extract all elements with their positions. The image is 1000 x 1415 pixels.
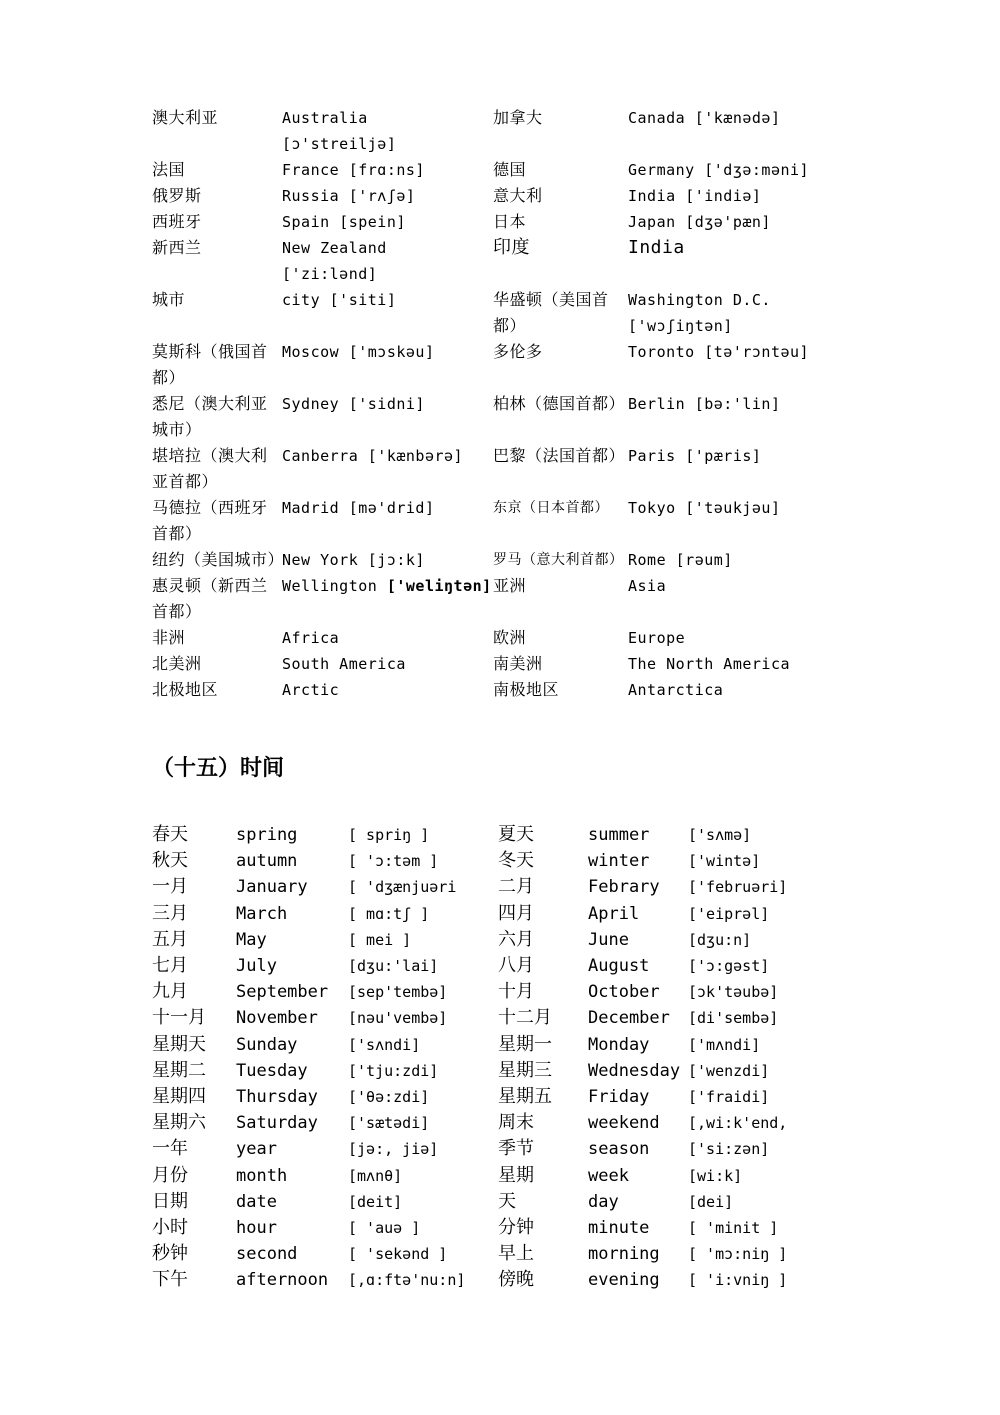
- chinese-term: 北美洲: [152, 654, 202, 673]
- chinese-term: 西班牙: [152, 212, 202, 231]
- phonetic: [ 'dʒænjuəri: [348, 878, 457, 897]
- english-term: year: [236, 1139, 277, 1160]
- english-term: Paris ['pæris]: [628, 447, 762, 465]
- english-term: hour: [236, 1218, 277, 1239]
- phonetic: [dʒu:n]: [688, 930, 752, 949]
- phonetic: ['mʌndi]: [688, 1035, 761, 1054]
- chinese-term: 分钟: [498, 1217, 534, 1239]
- geography-vocabulary-table: [152, 105, 812, 703]
- phonetic: [,wi:k'end,: [688, 1114, 788, 1133]
- english-term: Wednesday: [588, 1060, 681, 1081]
- english-term: Tokyo ['təukjəu]: [628, 499, 781, 517]
- chinese-term: 月份: [152, 1164, 188, 1186]
- english-term: Friday: [588, 1087, 650, 1108]
- table-row: [152, 157, 812, 183]
- chinese-term: 下午: [152, 1269, 188, 1291]
- english-term: season: [588, 1139, 650, 1160]
- english-term: Febrary: [588, 877, 660, 898]
- chinese-term: 八月: [498, 955, 534, 977]
- phonetic: [ 'auə ]: [348, 1219, 421, 1238]
- english-term: Toronto [tə'rɔntəu]: [628, 343, 810, 361]
- english-term: day: [588, 1191, 619, 1212]
- chinese-term: 二月: [498, 876, 534, 898]
- chinese-term: 九月: [152, 981, 188, 1003]
- chinese-term: 冬天: [498, 850, 534, 872]
- chinese-term: 五月: [152, 928, 188, 950]
- table-row: [152, 1241, 792, 1267]
- chinese-term: 天: [498, 1190, 516, 1212]
- english-term: Canberra ['kænbərə]: [282, 447, 464, 465]
- chinese-term: 星期三: [498, 1059, 552, 1081]
- chinese-term: 悉尼（澳大利亚城市）: [152, 394, 268, 439]
- table-row: [152, 848, 792, 874]
- english-term: autumn: [236, 851, 298, 872]
- chinese-term: 星期六: [152, 1112, 206, 1134]
- english-term: spring: [236, 825, 298, 845]
- table-row: [152, 1136, 792, 1162]
- chinese-term: 一月: [152, 876, 188, 898]
- chinese-term: 非洲: [152, 628, 186, 647]
- english-term: Canada ['kænədə]: [628, 109, 781, 127]
- chinese-term: 一年: [152, 1138, 188, 1160]
- phonetic: ['si:zən]: [688, 1140, 770, 1159]
- english-term: New Zealand ['zi:lənd]: [282, 239, 387, 283]
- table-row: [152, 391, 812, 443]
- chinese-term: 秒钟: [152, 1243, 188, 1265]
- chinese-term: 十月: [498, 981, 534, 1003]
- table-row: [152, 1110, 792, 1136]
- phonetic: [ 'minit ]: [688, 1219, 779, 1238]
- english-term: France [frɑ:ns]: [282, 161, 425, 179]
- phonetic: [wi:k]: [688, 1166, 743, 1185]
- english-term: weekend: [588, 1113, 660, 1134]
- english-term: Wellington ['weliŋtən]: [282, 577, 492, 595]
- chinese-term: 惠灵顿（新西兰首都）: [152, 576, 268, 621]
- chinese-term: 加拿大: [493, 108, 543, 127]
- chinese-term: 星期一: [498, 1033, 552, 1055]
- time-vocabulary-table: [152, 822, 792, 1294]
- english-term: month: [236, 1165, 288, 1186]
- english-term: India: [628, 237, 685, 258]
- phonetic: ['sʌmə]: [688, 826, 752, 844]
- english-term: December: [588, 1008, 670, 1029]
- phonetic: [nəu'vembə]: [348, 1009, 448, 1028]
- table-row: [152, 287, 812, 339]
- table-row: [152, 495, 812, 547]
- chinese-term: 早上: [498, 1243, 534, 1265]
- chinese-term: 纽约（美国城市）: [152, 550, 285, 569]
- table-row: [152, 573, 812, 625]
- english-term: evening: [588, 1270, 660, 1291]
- chinese-term: 小时: [152, 1217, 188, 1239]
- chinese-term: 东京（日本首都）: [493, 500, 609, 516]
- phonetic: ['ɔ:gəst]: [688, 957, 770, 976]
- table-row: [152, 209, 812, 235]
- chinese-term: 星期天: [152, 1033, 206, 1055]
- table-row: [152, 1005, 792, 1031]
- english-term: Antarctica: [628, 681, 724, 699]
- table-row: [152, 339, 812, 391]
- phonetic: [jə:, jiə]: [348, 1140, 439, 1159]
- table-row: [152, 822, 792, 848]
- phonetic: ['wintə]: [688, 852, 761, 871]
- phonetic: [ 'i:vniŋ ]: [688, 1271, 788, 1290]
- phonetic: [sep'tembə]: [348, 983, 448, 1002]
- chinese-term: 秋天: [152, 850, 188, 872]
- english-term: June: [588, 929, 629, 950]
- phonetic: ['wenzdi]: [688, 1061, 770, 1080]
- phonetic: [ɔk'təubə]: [688, 983, 779, 1002]
- english-term: November: [236, 1008, 318, 1029]
- phonetic: [ 'ɔ:təm ]: [348, 852, 439, 871]
- table-row: [152, 235, 812, 287]
- english-term: Berlin [bə:'lin]: [628, 395, 781, 413]
- phonetic: [ mɑ:tʃ ]: [348, 904, 430, 923]
- chinese-term: 日本: [493, 212, 527, 231]
- english-term: winter: [588, 851, 650, 872]
- english-term: New York [jɔ:k]: [282, 551, 425, 569]
- chinese-term: 七月: [152, 955, 188, 977]
- phonetic: [di'sembə]: [688, 1009, 779, 1028]
- chinese-term: 堪培拉（澳大利亚首都）: [152, 446, 268, 491]
- chinese-term: 欧洲: [493, 628, 527, 647]
- table-row: [152, 547, 812, 573]
- english-term: July: [236, 956, 277, 977]
- english-term: Tuesday: [236, 1060, 308, 1081]
- table-row: [152, 901, 792, 927]
- table-row: [152, 625, 812, 651]
- english-term: The North America: [628, 655, 791, 673]
- table-row: [152, 183, 812, 209]
- english-term: Sunday: [236, 1034, 298, 1055]
- english-term: summer: [588, 825, 650, 845]
- chinese-term: 夏天: [498, 824, 534, 845]
- english-term: Madrid [mə'drid]: [282, 499, 435, 517]
- chinese-term: 华盛顿（美国首都）: [493, 290, 609, 335]
- english-term: March: [236, 903, 288, 924]
- english-term: city ['siti]: [282, 291, 397, 309]
- phonetic: [deit]: [348, 1192, 403, 1211]
- phonetic: [ 'sekənd ]: [348, 1245, 448, 1264]
- chinese-term: 亚洲: [493, 576, 527, 595]
- english-term: Saturday: [236, 1113, 318, 1134]
- chinese-term: 南美洲: [493, 654, 543, 673]
- chinese-term: 澳大利亚: [152, 108, 219, 127]
- table-row: [152, 1032, 792, 1058]
- chinese-term: 春天: [152, 824, 188, 845]
- chinese-term: 德国: [493, 160, 527, 179]
- phonetic: ['θə:zdi]: [348, 1088, 430, 1107]
- english-term: Monday: [588, 1034, 650, 1055]
- chinese-term: 季节: [498, 1138, 534, 1160]
- chinese-term: 柏林（德国首都）: [493, 394, 626, 413]
- phonetic: [ spriŋ ]: [348, 826, 430, 844]
- chinese-term: 北极地区: [152, 680, 219, 699]
- english-term: May: [236, 929, 267, 950]
- english-term: Europe: [628, 629, 686, 647]
- phonetic: ['sætədi]: [348, 1114, 430, 1133]
- chinese-term: 意大利: [493, 186, 543, 205]
- table-row: [152, 651, 812, 677]
- phonetic: ['tju:zdi]: [348, 1061, 439, 1080]
- chinese-term: 新西兰: [152, 238, 202, 257]
- table-row: [152, 1084, 792, 1110]
- chinese-term: 城市: [152, 290, 186, 309]
- chinese-term: 巴黎（法国首都）: [493, 446, 626, 465]
- table-row: [152, 979, 792, 1005]
- table-row: [152, 1215, 792, 1241]
- chinese-term: 莫斯科（俄国首都）: [152, 342, 268, 387]
- english-term: Africa: [282, 629, 340, 647]
- english-term: Rome [rəum]: [628, 551, 733, 569]
- phonetic: [dʒu:'lai]: [348, 957, 439, 976]
- table-row: [152, 953, 792, 979]
- english-term: October: [588, 982, 660, 1003]
- english-term: Russia ['rʌʃə]: [282, 187, 416, 205]
- table-row: [152, 927, 792, 953]
- chinese-term: 法国: [152, 160, 186, 179]
- english-term: September: [236, 982, 329, 1003]
- section-heading: （十五）时间: [152, 756, 285, 781]
- english-term: date: [236, 1191, 277, 1212]
- table-row: [152, 1189, 792, 1215]
- phonetic: ['fraidi]: [688, 1088, 770, 1107]
- english-term: Washington D.C. ['wɔʃiŋtən]: [628, 291, 771, 335]
- chinese-term: 多伦多: [493, 342, 543, 361]
- english-term: Moscow ['mɔskəu]: [282, 343, 435, 361]
- table-row: [152, 1058, 792, 1084]
- chinese-term: 星期四: [152, 1086, 206, 1108]
- english-term: Arctic: [282, 681, 340, 699]
- chinese-term: 日期: [152, 1190, 188, 1212]
- table-row: [152, 1267, 792, 1293]
- english-term: second: [236, 1244, 298, 1265]
- table-row: [152, 443, 812, 495]
- table-row: [152, 105, 812, 157]
- chinese-term: 三月: [152, 902, 188, 924]
- table-row: [152, 874, 792, 900]
- chinese-term: 星期五: [498, 1086, 552, 1108]
- phonetic: [dei]: [688, 1192, 734, 1211]
- phonetic: ['eiprəl]: [688, 904, 770, 923]
- english-term: April: [588, 903, 640, 924]
- chinese-term: 十一月: [152, 1007, 206, 1029]
- table-row: [152, 1163, 792, 1189]
- english-term: Australia [ɔ'streiljə]: [282, 109, 397, 153]
- english-term: January: [236, 877, 308, 898]
- chinese-term: 十二月: [498, 1007, 552, 1029]
- phonetic: [ mei ]: [348, 930, 412, 949]
- phonetic: [,ɑ:ftə'nu:n]: [348, 1271, 466, 1290]
- english-term: Germany ['dʒə:məni]: [628, 161, 810, 179]
- table-row: [152, 677, 812, 703]
- english-term: India ['indiə]: [628, 187, 762, 205]
- chinese-term: 印度: [493, 237, 530, 258]
- chinese-term: 星期二: [152, 1059, 206, 1081]
- chinese-term: 罗马（意大利首都）: [493, 552, 624, 568]
- english-term: morning: [588, 1244, 660, 1265]
- chinese-term: 周末: [498, 1112, 534, 1134]
- chinese-term: 南极地区: [493, 680, 560, 699]
- english-term: week: [588, 1165, 629, 1186]
- phonetic: [mʌnθ]: [348, 1166, 403, 1185]
- english-term: Japan [dʒə'pæn]: [628, 213, 771, 231]
- english-term: Spain [spein]: [282, 213, 406, 231]
- english-term: afternoon: [236, 1270, 329, 1291]
- chinese-term: 俄罗斯: [152, 186, 202, 205]
- chinese-term: 马德拉（西班牙首都）: [152, 498, 268, 543]
- english-term: Sydney ['sidni]: [282, 395, 425, 413]
- chinese-term: 傍晚: [498, 1269, 534, 1291]
- english-term: Thursday: [236, 1087, 318, 1108]
- chinese-term: 六月: [498, 928, 534, 950]
- english-term: minute: [588, 1218, 650, 1239]
- english-term: South America: [282, 655, 406, 673]
- chinese-term: 星期: [498, 1164, 534, 1186]
- phonetic: ['sʌndi]: [348, 1035, 421, 1054]
- chinese-term: 四月: [498, 902, 534, 924]
- english-term: Asia: [628, 577, 667, 595]
- english-term: August: [588, 956, 650, 977]
- phonetic: [ 'mɔ:niŋ ]: [688, 1245, 788, 1264]
- phonetic: ['februəri]: [688, 878, 788, 897]
